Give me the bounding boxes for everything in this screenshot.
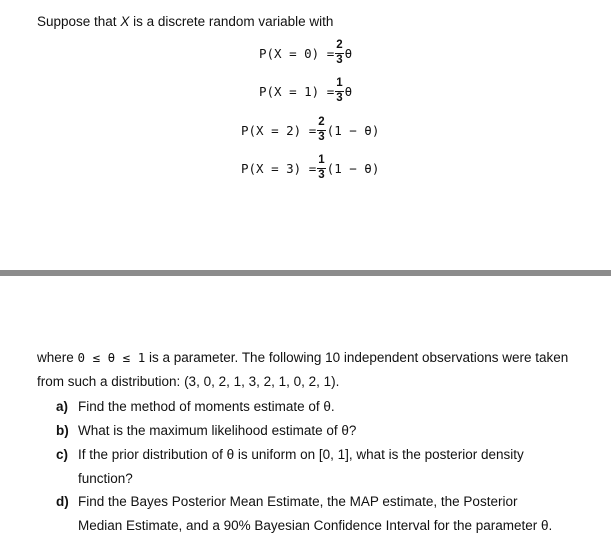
denominator: 3 [318,130,325,143]
para-rest: is a parameter. The following 10 independent observations were taken [145,350,569,365]
question-text: Find the method of moments estimate of θ. [78,399,335,414]
question-d-continued: Median Estimate, and a 90% Bayesian Confidence Interval for the parameter θ. [78,518,553,533]
fraction [335,78,343,104]
question-label: d) [56,494,69,509]
section-divider [0,270,611,276]
question-c [56,443,524,467]
question-c-continued: function? [78,471,133,486]
fraction [317,155,325,181]
pmf-lhs: P(X = 2) = [241,122,317,138]
question-text: Find the Bayes Posterior Mean Estimate, the MAP estimate, the Posterior [78,494,518,509]
pmf-lhs: P(X = 0) = [259,45,335,61]
denominator: 3 [336,91,343,104]
question-label: b) [56,423,69,438]
question-d [56,490,517,514]
numerator: 1 [335,78,343,92]
question-a [56,395,335,419]
question-text: What is the maximum likelihood estimate of θ? [78,423,357,438]
fraction [317,117,325,143]
problem-intro [37,14,333,29]
pmf-rhs: θ [344,83,353,99]
intro-variable: X [120,14,130,29]
parameter-condition: 0 ≤ θ ≤ 1 [77,350,146,365]
pmf-equation-2 [241,117,379,143]
pmf-rhs: (1 − θ) [326,122,380,138]
observations-line: from such a distribution: (3, 0, 2, 1, 3, 2, 1, 0, 2, 1). [37,374,340,389]
intro-text: Suppose that [37,14,121,29]
para-where: where [37,350,78,365]
pmf-equation-3 [241,155,379,181]
denominator: 3 [318,168,325,181]
numerator: 2 [335,40,343,54]
question-label: c) [56,447,69,462]
pmf-rhs: (1 − θ) [326,160,380,176]
question-b [56,419,356,443]
parameter-paragraph [37,346,568,370]
question-label: a) [56,399,69,414]
pmf-equation-1 [259,78,352,104]
numerator: 1 [317,155,325,169]
denominator: 3 [336,53,343,66]
pmf-rhs: θ [344,45,353,61]
intro-text-end: is a discrete random variable with [129,14,334,29]
numerator: 2 [317,117,325,131]
pmf-equation-0 [259,40,352,66]
fraction [335,40,343,66]
pmf-lhs: P(X = 3) = [241,160,317,176]
question-text: If the prior distribution of θ is uniform on [0, 1], what is the posterior density [78,447,524,462]
pmf-lhs: P(X = 1) = [259,83,335,99]
